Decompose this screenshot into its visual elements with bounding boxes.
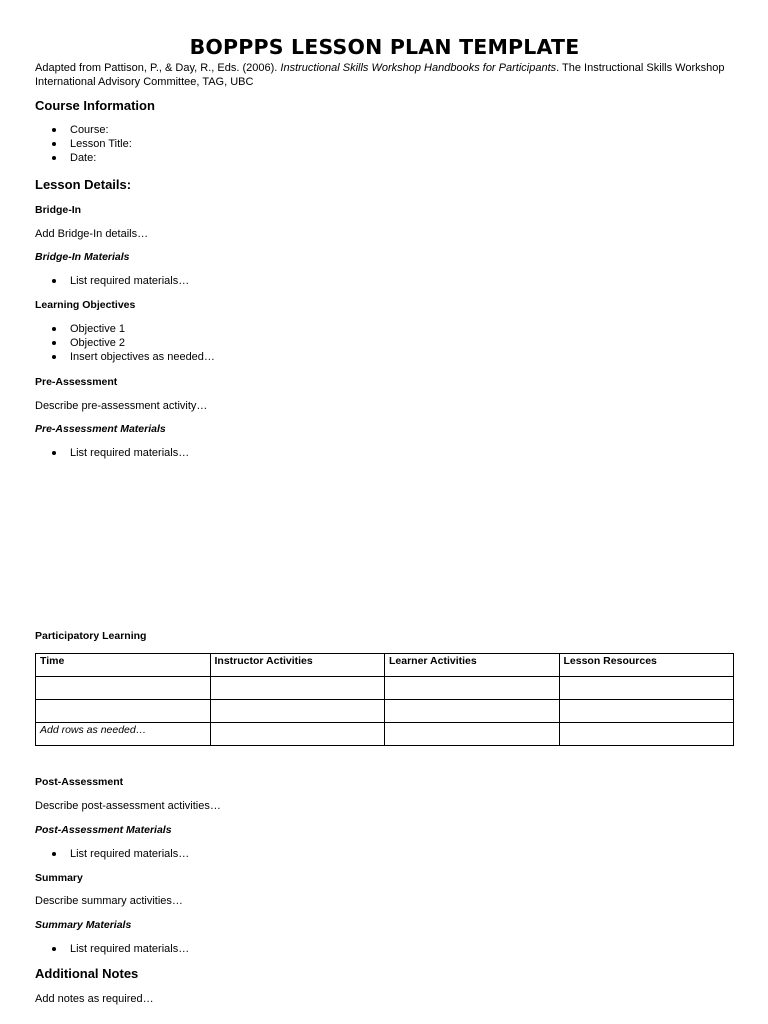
- table-cell[interactable]: [210, 700, 385, 723]
- table-cell[interactable]: [36, 677, 211, 700]
- additional-notes-heading: Additional Notes: [35, 966, 139, 981]
- list-item: List required materials…: [35, 274, 734, 288]
- table-cell[interactable]: [385, 723, 560, 746]
- list-item: Date:: [35, 151, 734, 165]
- summary-text: Describe summary activities…: [35, 895, 183, 907]
- participatory-heading-block: [35, 629, 734, 643]
- lesson-details-heading: Lesson Details:: [35, 177, 132, 192]
- table-cell[interactable]: [385, 677, 560, 700]
- column-header-instructor-activities: Instructor Activities: [210, 654, 385, 677]
- citation-italic: Instructional Skills Workshop Handbooks for Participants: [280, 62, 557, 74]
- list-item: Objective 2: [35, 336, 734, 350]
- table-cell[interactable]: [210, 677, 385, 700]
- page-title: BOPPPS LESSON PLAN TEMPLATE: [189, 35, 580, 59]
- list-item: List required materials…: [35, 942, 734, 956]
- additional-notes-section: [35, 966, 734, 982]
- participatory-heading: Participatory Learning: [35, 630, 147, 642]
- post-assessment-materials-block: [35, 823, 734, 861]
- bridge-in-materials-block: [35, 250, 734, 288]
- table-cell-add-rows-note[interactable]: Add rows as needed…: [36, 723, 211, 746]
- summary-materials-list: [35, 942, 734, 956]
- table-row: [36, 700, 734, 723]
- pre-assessment-materials-list: [35, 446, 734, 460]
- pre-assessment-heading-block: [35, 375, 734, 389]
- post-assessment-heading: Post-Assessment: [35, 776, 124, 788]
- list-item: Objective 1: [35, 322, 734, 336]
- post-assessment-heading-block: [35, 775, 734, 789]
- post-assessment-materials-heading: Post-Assessment Materials: [35, 824, 172, 836]
- course-info-list: [35, 123, 734, 166]
- pre-assessment-heading: Pre-Assessment: [35, 376, 118, 388]
- column-header-learner-activities: Learner Activities: [385, 654, 560, 677]
- table-header-row: [36, 654, 734, 677]
- summary-materials-block: [35, 918, 734, 956]
- participatory-table-block: [35, 653, 734, 746]
- participatory-table: [35, 653, 734, 746]
- table-cell[interactable]: [385, 700, 560, 723]
- bridge-in-materials-list: [35, 274, 734, 288]
- list-item: Course:: [35, 123, 734, 137]
- summary-materials-heading: Summary Materials: [35, 919, 132, 931]
- additional-notes-text-block: [35, 992, 734, 1006]
- course-info-heading: Course Information: [35, 98, 155, 113]
- pre-assessment-materials-block: [35, 422, 734, 460]
- pre-assessment-text-block: [35, 399, 734, 413]
- objectives-block: [35, 298, 734, 365]
- bridge-in-text: Add Bridge-In details…: [35, 228, 149, 240]
- citation-suffix: . The Instructional Skills Workshop International Advisory Committee, TAG, UBC: [35, 62, 725, 88]
- objectives-list: [35, 322, 734, 365]
- summary-heading-block: [35, 871, 734, 885]
- table-cell[interactable]: [559, 723, 734, 746]
- table-cell[interactable]: [559, 700, 734, 723]
- summary-heading: Summary: [35, 872, 83, 884]
- post-assessment-materials-list: [35, 847, 734, 861]
- citation-prefix: Adapted from Pattison, P., & Day, R., Eds. (2006).: [35, 62, 281, 74]
- post-assessment-text: Describe post-assessment activities…: [35, 800, 221, 812]
- additional-notes-text: Add notes as required…: [35, 993, 154, 1005]
- list-item: List required materials…: [35, 446, 734, 460]
- column-header-time: Time: [36, 654, 211, 677]
- column-header-lesson-resources: Lesson Resources: [559, 654, 734, 677]
- objectives-heading: Learning Objectives: [35, 299, 136, 311]
- citation: [35, 61, 734, 89]
- header-block: [35, 34, 734, 89]
- table-cell[interactable]: [210, 723, 385, 746]
- summary-text-block: [35, 894, 734, 908]
- course-info-section: [35, 98, 734, 166]
- bridge-in-heading: Bridge-In: [35, 204, 82, 216]
- table-cell[interactable]: [36, 700, 211, 723]
- pre-assessment-materials-heading: Pre-Assessment Materials: [35, 423, 166, 435]
- list-item: Lesson Title:: [35, 137, 734, 151]
- list-item: Insert objectives as needed…: [35, 350, 734, 364]
- bridge-in-materials-heading: Bridge-In Materials: [35, 251, 130, 263]
- bridge-in-text-block: [35, 227, 734, 241]
- post-assessment-text-block: [35, 799, 734, 813]
- lesson-details-section: [35, 177, 734, 193]
- table-row: [36, 677, 734, 700]
- pre-assessment-text: Describe pre-assessment activity…: [35, 400, 208, 412]
- bridge-in-heading-block: [35, 203, 734, 217]
- list-item: List required materials…: [35, 847, 734, 861]
- table-cell[interactable]: [559, 677, 734, 700]
- table-row: [36, 723, 734, 746]
